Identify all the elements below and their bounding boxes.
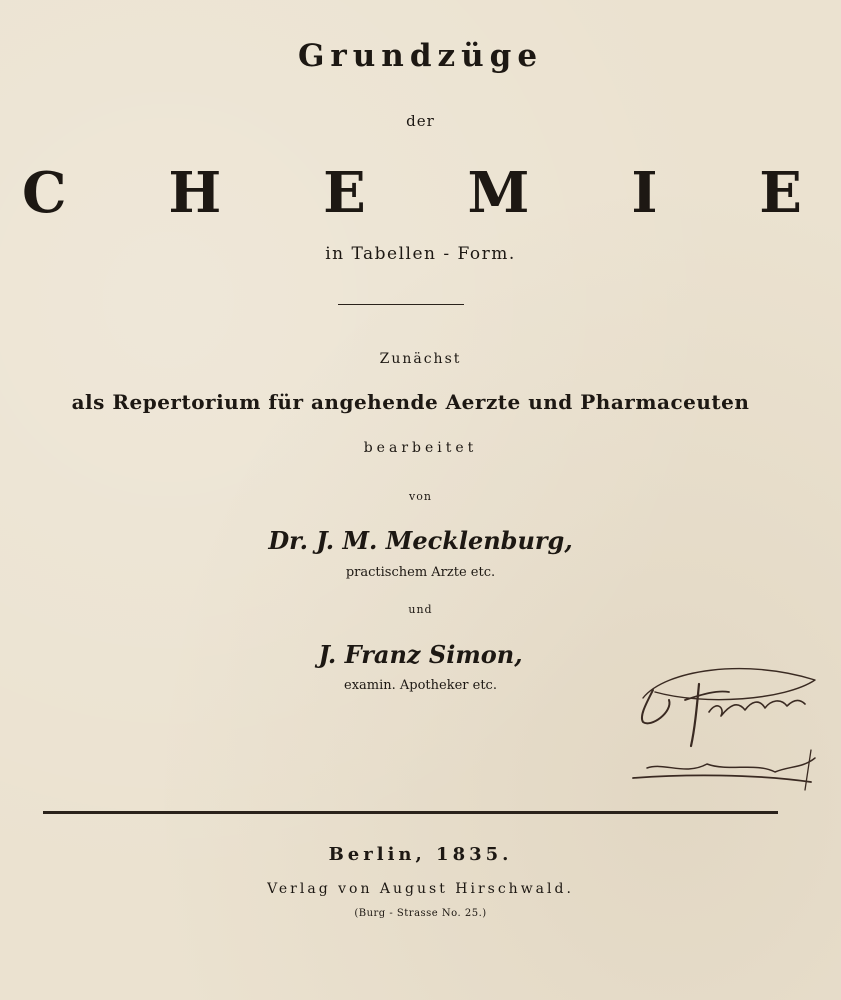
subtitle-von: von: [409, 490, 432, 503]
book-title-chemie: [22, 158, 802, 228]
authors-und: und: [408, 603, 433, 616]
author-simon: J. Franz Simon,: [318, 640, 523, 669]
short-divider: [338, 304, 464, 305]
author-mecklenburg-role: practischem Arzte etc.: [345, 565, 496, 580]
imprint-publisher: Verlag von August Hirschwald.: [267, 881, 574, 897]
author-simon-role: examin. Apotheker etc.: [344, 678, 497, 693]
chemie-letter: M: [467, 160, 530, 226]
long-divider: [43, 811, 778, 815]
chemie-letter: C: [22, 160, 67, 226]
subtitle-bearbeitet: bearbeitet: [363, 440, 478, 456]
author-mecklenburg: Dr. J. M. Mecklenburg,: [268, 526, 573, 555]
subtitle-zunaechst: Zunächst: [379, 351, 462, 367]
title-der: der: [406, 112, 435, 130]
chemie-letter: E: [759, 160, 802, 226]
handwritten-signature: [625, 650, 825, 800]
book-title-grundzuege: Grundzüge: [297, 38, 544, 74]
imprint-address: (Burg - Strasse No. 25.): [354, 908, 487, 919]
chemie-letter: E: [323, 160, 366, 226]
subtitle-repertorium: als Repertorium für angehende Aerzte und Pharmaceuten: [71, 390, 750, 414]
title-in-tabellen-form: in Tabellen - Form.: [325, 244, 516, 264]
imprint-city-year: Berlin, 1835.: [328, 844, 513, 865]
chemie-letter: H: [168, 160, 222, 226]
chemie-letter: I: [631, 160, 658, 226]
